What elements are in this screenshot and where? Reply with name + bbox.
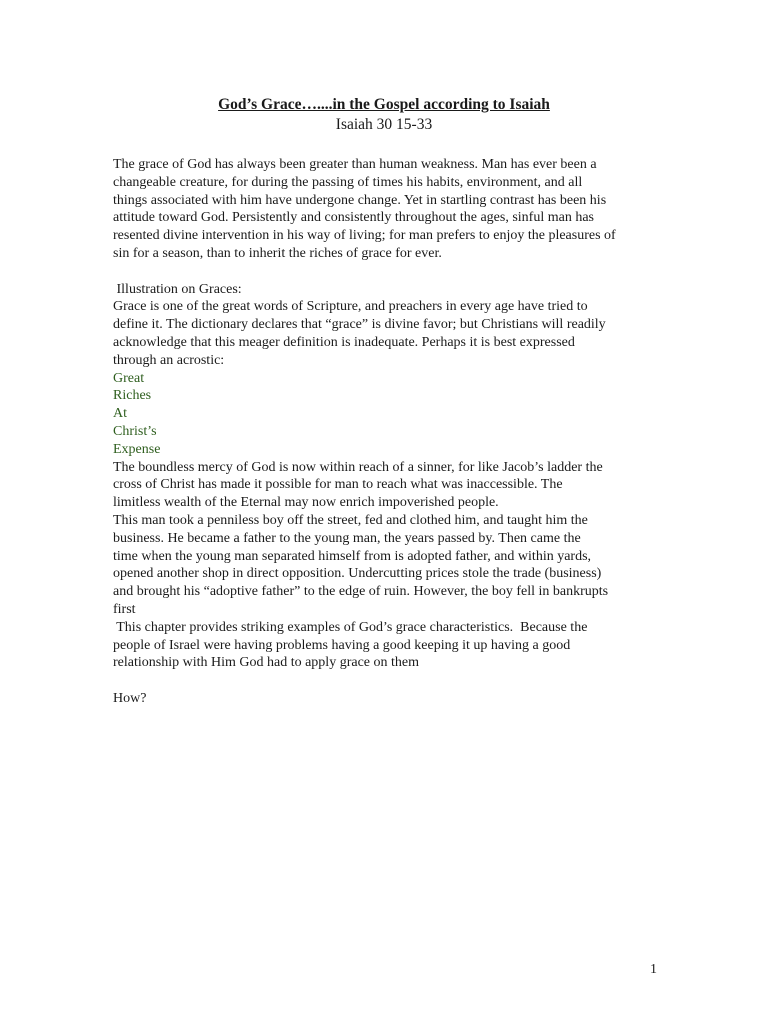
paragraph-line: first bbox=[113, 601, 136, 617]
paragraph-line: This chapter provides striking examples of God’s grace characteristics. Because the bbox=[113, 619, 588, 635]
paragraph-line: Grace is one of the great words of Scripture, and preachers in every age have tried to bbox=[113, 299, 588, 315]
document-title: God’s Grace…....in the Gospel according to Isaiah bbox=[218, 96, 550, 113]
paragraph-line: things associated with him have undergone change. Yet in startling contrast has been his bbox=[113, 192, 607, 208]
paragraph-line: The boundless mercy of God is now within reach of a sinner, for like Jacob’s ladder the bbox=[113, 459, 603, 475]
paragraph-line: and brought his “adoptive father” to the edge of ruin. However, the boy fell in bankrupts bbox=[113, 584, 609, 600]
closing-question: How? bbox=[113, 690, 147, 706]
spacer bbox=[113, 263, 673, 281]
paragraph-line: time when the young man separated himself from is adopted father, and within yards, bbox=[113, 548, 592, 564]
acrostic-item: Great bbox=[113, 370, 145, 386]
paragraph-intro bbox=[113, 156, 673, 263]
paragraph-line: relationship with Him God had to apply grace on them bbox=[113, 655, 419, 671]
paragraph-line: attitude toward God. Persistently and consistently throughout the ages, sinful man has bbox=[113, 210, 594, 226]
paragraph-line: limitless wealth of the Eternal may now enrich impoverished people. bbox=[113, 495, 499, 511]
acrostic-item: Christ’s bbox=[113, 423, 157, 439]
paragraph-line: resented divine intervention in his way of living; for man prefers to enjoy the pleasures of bbox=[113, 228, 616, 244]
paragraph-chapter bbox=[113, 619, 673, 672]
acrostic-item: Riches bbox=[113, 388, 152, 404]
document-body bbox=[113, 156, 673, 708]
paragraph-line: people of Israel were having problems having a good keeping it up having a good bbox=[113, 637, 571, 653]
paragraph-line: opened another shop in direct opposition. Undercutting prices stole the trade (business) bbox=[113, 566, 602, 582]
paragraph-line: define it. The dictionary declares that “grace” is divine favor; but Christians will readily bbox=[113, 317, 606, 333]
paragraph-line: sin for a season, than to inherit the riches of grace for ever. bbox=[113, 245, 442, 261]
spacer bbox=[113, 672, 673, 690]
paragraph-line: The grace of God has always been greater than human weakness. Man has ever been a bbox=[113, 157, 597, 172]
paragraph-story bbox=[113, 512, 673, 619]
acrostic-item: At bbox=[113, 406, 127, 422]
acrostic-list bbox=[113, 370, 673, 459]
paragraph-mercy bbox=[113, 459, 673, 512]
paragraph-line: through an acrostic: bbox=[113, 352, 225, 368]
paragraph-line: changeable creature, for during the passing of times his habits, environment, and all bbox=[113, 174, 583, 190]
illustration-heading: Illustration on Graces: bbox=[113, 281, 242, 297]
paragraph-line: This man took a penniless boy off the street, fed and clothed him, and taught him the bbox=[113, 512, 588, 528]
document-subtitle: Isaiah 30 15-33 bbox=[335, 116, 433, 133]
paragraph-line: business. He became a father to the young man, the years passed by. Then came the bbox=[113, 530, 581, 546]
paragraph-grace-definition bbox=[113, 298, 673, 369]
paragraph-line: acknowledge that this meager definition is inadequate. Perhaps it is best expressed bbox=[113, 334, 575, 350]
acrostic-item: Expense bbox=[113, 441, 161, 457]
page-number: 1 bbox=[650, 962, 657, 977]
paragraph-line: cross of Christ has made it possible for man to reach what was inaccessible. The bbox=[113, 477, 563, 493]
